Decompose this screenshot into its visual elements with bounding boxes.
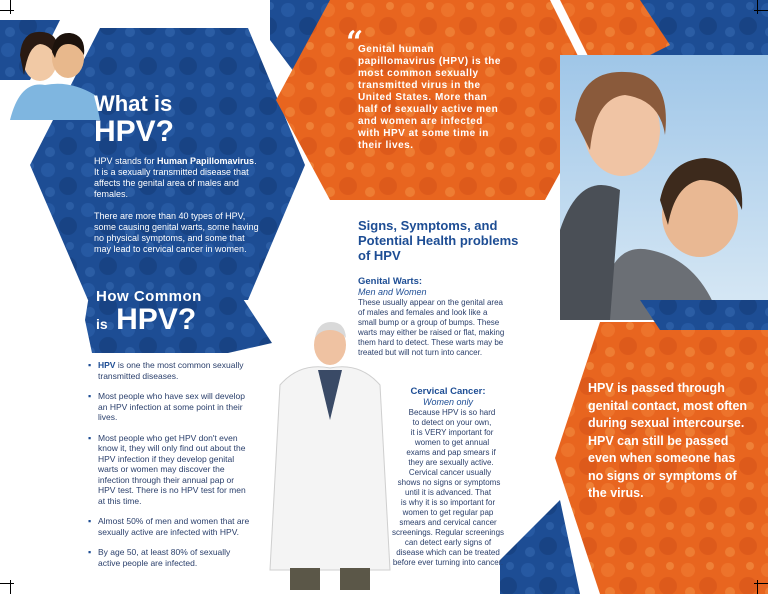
hpv-intro-text [94, 156, 259, 255]
warts-title: Genital Warts: [358, 276, 423, 287]
list-item: ▪ HPV is one the most common sexually transmitted diseases. [88, 360, 250, 381]
what-is-hpv-block [94, 92, 264, 148]
list-item: ▪ Most people who get HPV don't even know it, they will only find out about the HPV infection if they develop genital warts or women may discover the infection through their annual pap or HPV test. There is no HPV test for men at this time. [88, 433, 250, 507]
how-common-title: How Common [96, 288, 202, 305]
cancer-subtitle: Women only [422, 397, 474, 407]
intro-paragraph: HPV stands for Human Papillomavirus. It is a sexually transmitted disease that affects the genital area of males and females. [94, 156, 257, 199]
cancer-title: Cervical Cancer: [410, 386, 486, 397]
list-item: ▪ Most people who have sex will develop an HPV infection at some point in their lives. [88, 391, 250, 423]
how-common-subtitle: is HPV? [96, 303, 197, 336]
cancer-text: Because HPV is so hard to detect on your own, it is VERY important for women to get annual exams and pap smears if they are sexually active. Cervical cancer usually shows no signs or symptoms until it is advanced. That is why it is so important for women to get regular pap smears and cervical cancer screenings. Regular screenings can detect early signs of disease which can be treated before ever turning into cancer. [391, 408, 505, 567]
doctor-photo [270, 322, 390, 590]
how-common-block [96, 288, 266, 340]
list-item: ▪ By age 50, at least 80% of sexually active people are infected. [88, 547, 250, 568]
genital-warts-block [358, 276, 508, 358]
crop-mark [754, 10, 768, 11]
crop-mark [10, 0, 11, 14]
crop-mark [757, 0, 758, 14]
crop-mark [0, 583, 14, 584]
cervical-cancer-block [378, 386, 518, 568]
warts-subtitle: Men and Women [358, 287, 427, 297]
quote-mark: “ [346, 25, 364, 60]
title-hpv: HPV? [94, 115, 175, 148]
list-item: ▪ Almost 50% of men and women that are sexually active are infected with HPV. [88, 516, 250, 537]
crop-mark [754, 583, 768, 584]
warts-text: These usually appear on the genital area of males and females and look like a small bump or a group of bumps. These warts may either be raised or flat, making them hard to detect. These warts may be treated but will not turn into cancer. [358, 298, 505, 357]
blue-corner-lower-right [640, 300, 768, 330]
types-paragraph: There are more than 40 types of HPV, some causing genital warts, some having no physical symptoms, and some that may lead to cervical cancer in women. [94, 211, 259, 254]
crop-mark [0, 10, 14, 11]
how-common-bullets [88, 360, 250, 578]
title-what-is: What is [94, 91, 173, 116]
quote-text: Genital human papillomavirus (HPV) is the most common sexually transmitted virus in the United States. More than half of sexually active men and women are infected with HPV at some time in their lives. [358, 44, 501, 151]
transmission-text: HPV is passed through genital contact, most often during sexual intercourse. HPV can still be passed even when someone has no signs or symptoms of the virus. [588, 381, 748, 500]
symptoms-title: Signs, Symptoms, and Potential Health problems of HPV [358, 218, 519, 263]
